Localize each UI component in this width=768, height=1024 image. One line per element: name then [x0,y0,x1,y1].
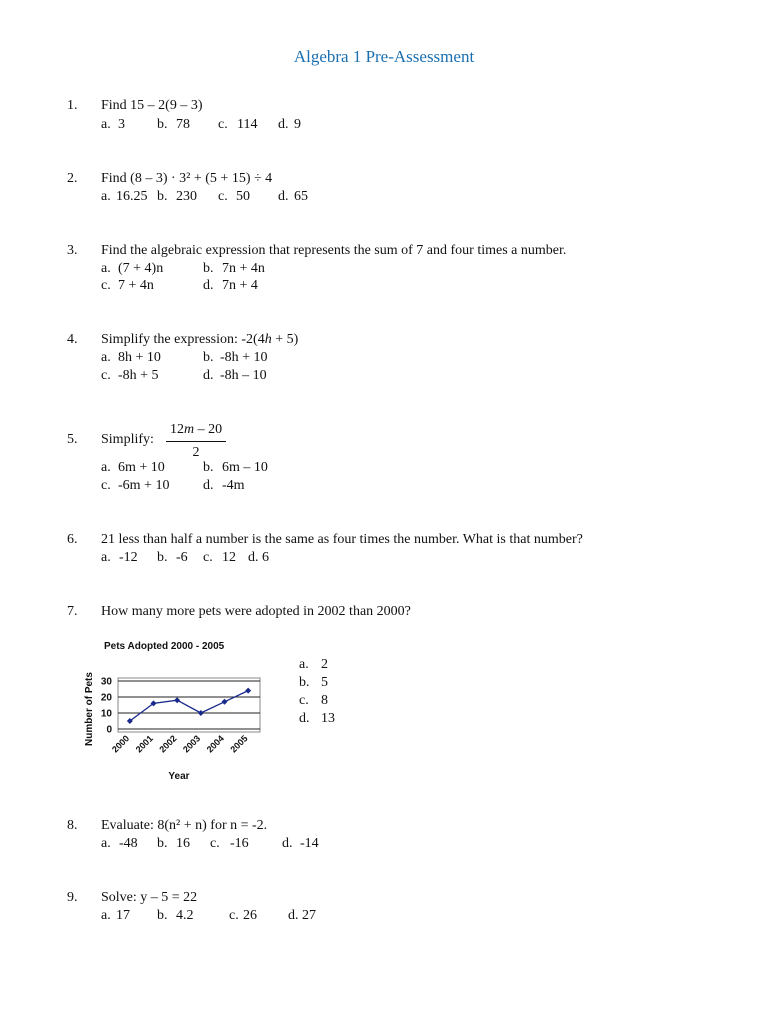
chart-title: Pets Adopted 2000 - 2005 [104,641,225,652]
fraction [166,421,226,461]
choice-b-key: b. [157,836,168,851]
y-tick-label: 10 [100,708,112,720]
question-text-prefix: Simplify the expression: -2(4 [101,332,265,347]
choice-a-value: -12 [119,550,138,565]
question-number: 2. [67,171,78,186]
fraction-numerator [166,421,226,442]
variable-h: h [264,332,272,347]
question-text: How many more pets were adopted in 2002 than 2000? [101,604,411,619]
x-tick-label: 2004 [204,733,226,755]
choice-a-value: 17 [116,908,130,923]
choice-b-key: b. [203,460,214,475]
choice-d-key: d. [288,908,299,923]
question-number: 6. [67,532,78,547]
choice-b-value: 16 [176,836,190,851]
choice-d-key: d. [278,189,289,204]
plot-area [118,678,260,732]
choice-b-key: b. [157,189,168,204]
x-tick-label: 2001 [133,733,155,755]
choice-c-key: c. [210,836,220,851]
question-number: 3. [67,243,78,258]
variable-m: m [183,422,195,437]
question-number: 9. [67,890,78,905]
question-number: 8. [67,818,78,833]
choice-a-value: 8h + 10 [118,350,161,365]
choice-b-value: 5 [321,675,328,690]
question-text-suffix: + 5) [271,332,299,347]
page-title: Algebra 1 Pre-Assessment [293,47,475,66]
x-tick-label: 2002 [157,733,179,755]
question-text: Simplify: [101,432,154,447]
choice-d-key: d. [203,368,214,383]
choice-c-key: c. [101,278,111,293]
choice-c-key: c. [218,189,228,204]
question-text: Find 15 – 2(9 – 3) [101,98,203,113]
choice-d-value: 9 [294,117,301,132]
series-line [130,691,248,721]
choice-d-value: 6 [262,550,269,565]
choice-c-value: 114 [237,117,258,132]
choice-b-key: b. [299,675,310,690]
choice-a-value: (7 + 4)n [118,261,164,276]
choice-b-value: -6 [176,550,188,565]
data-point [245,688,251,694]
choice-d-key: d. [203,278,214,293]
choice-d-value: 7n + 4 [222,278,258,293]
choice-c-key: c. [299,693,309,708]
y-tick-label: 30 [100,676,112,688]
choice-a-key: a. [101,460,111,475]
choice-d-key: d. [299,711,310,726]
choice-c-key: c. [229,908,239,923]
choice-d-key: d. [203,478,214,493]
x-tick-label: 2000 [110,733,132,755]
choice-d-key: d. [282,836,293,851]
choice-a-value: 16.25 [116,189,148,204]
choice-b-value: -8h + 10 [220,350,268,365]
choice-a-key: a. [101,908,111,923]
choice-a-key: a. [101,836,111,851]
choice-c-key: c. [203,550,213,565]
question-number: 7. [67,604,78,619]
question-number: 4. [67,332,78,347]
choice-b-value: 78 [176,117,190,132]
choice-b-value: 7n + 4n [222,261,265,276]
choice-a-key: a. [101,117,111,132]
data-point [198,710,204,716]
choice-c-key: c. [101,368,111,383]
choice-d-value: -8h – 10 [220,368,267,383]
y-tick-label: 0 [106,724,112,736]
question-number: 1. [67,98,78,113]
data-point [174,697,180,703]
choice-d-key: d. [248,550,259,565]
choice-b-value: 230 [176,189,197,204]
question-text: Evaluate: 8(n² + n) for n = -2. [101,818,268,833]
x-axis-label: Year [168,771,190,782]
choice-c-value: 12 [222,550,236,565]
choice-b-key: b. [157,908,168,923]
choice-a-key: a. [299,657,309,672]
choice-c-value: -16 [230,836,249,851]
numerator-coefficient: 12 [169,422,184,437]
choice-a-key: a. [101,550,111,565]
choice-d-value: -4m [222,478,245,493]
choice-c-value: 7 + 4n [118,278,154,293]
choice-b-key: b. [157,550,168,565]
choice-d-value: 27 [302,908,316,923]
x-tick-label: 2003 [181,733,203,755]
choice-b-key: b. [203,261,214,276]
choice-d-value: 13 [321,711,335,726]
question-text [101,331,298,348]
choice-c-value: 26 [243,908,257,923]
choice-d-value: 65 [294,189,308,204]
choice-a-value: 6m + 10 [118,460,165,475]
line-chart [80,655,280,790]
x-tick-label: 2005 [228,733,250,755]
choice-c-value: 8 [321,693,328,708]
choice-a-value: 3 [118,117,125,132]
choice-c-value: -6m + 10 [118,478,170,493]
choice-b-key: b. [157,117,168,132]
choice-a-value: 2 [321,657,328,672]
choice-a-key: a. [101,350,111,365]
choice-d-value: -14 [300,836,319,851]
choice-b-key: b. [203,350,214,365]
choice-c-value: 50 [236,189,250,204]
question-text: Solve: y – 5 = 22 [101,890,198,905]
choice-c-key: c. [218,117,228,132]
question-text: Find (8 – 3) · 3² + (5 + 15) ÷ 4 [101,171,273,186]
choice-a-key: a. [101,261,111,276]
choice-b-value: 4.2 [176,908,194,923]
data-point [222,699,228,705]
choice-d-key: d. [278,117,289,132]
fraction-denominator: 2 [192,445,200,460]
choice-b-value: 6m – 10 [222,460,268,475]
choice-c-key: c. [101,478,111,493]
question-text: 21 less than half a number is the same as four times the number. What is that number? [101,532,583,547]
question-text: Find the algebraic expression that represents the sum of 7 and four times a number. [101,243,567,258]
choice-a-value: -48 [119,836,138,851]
numerator-constant: – 20 [194,422,223,437]
y-tick-label: 20 [100,692,112,704]
choice-c-value: -8h + 5 [118,368,159,383]
y-axis-label: Number of Pets [84,672,95,746]
question-number: 5. [67,432,78,447]
choice-a-key: a. [101,189,111,204]
